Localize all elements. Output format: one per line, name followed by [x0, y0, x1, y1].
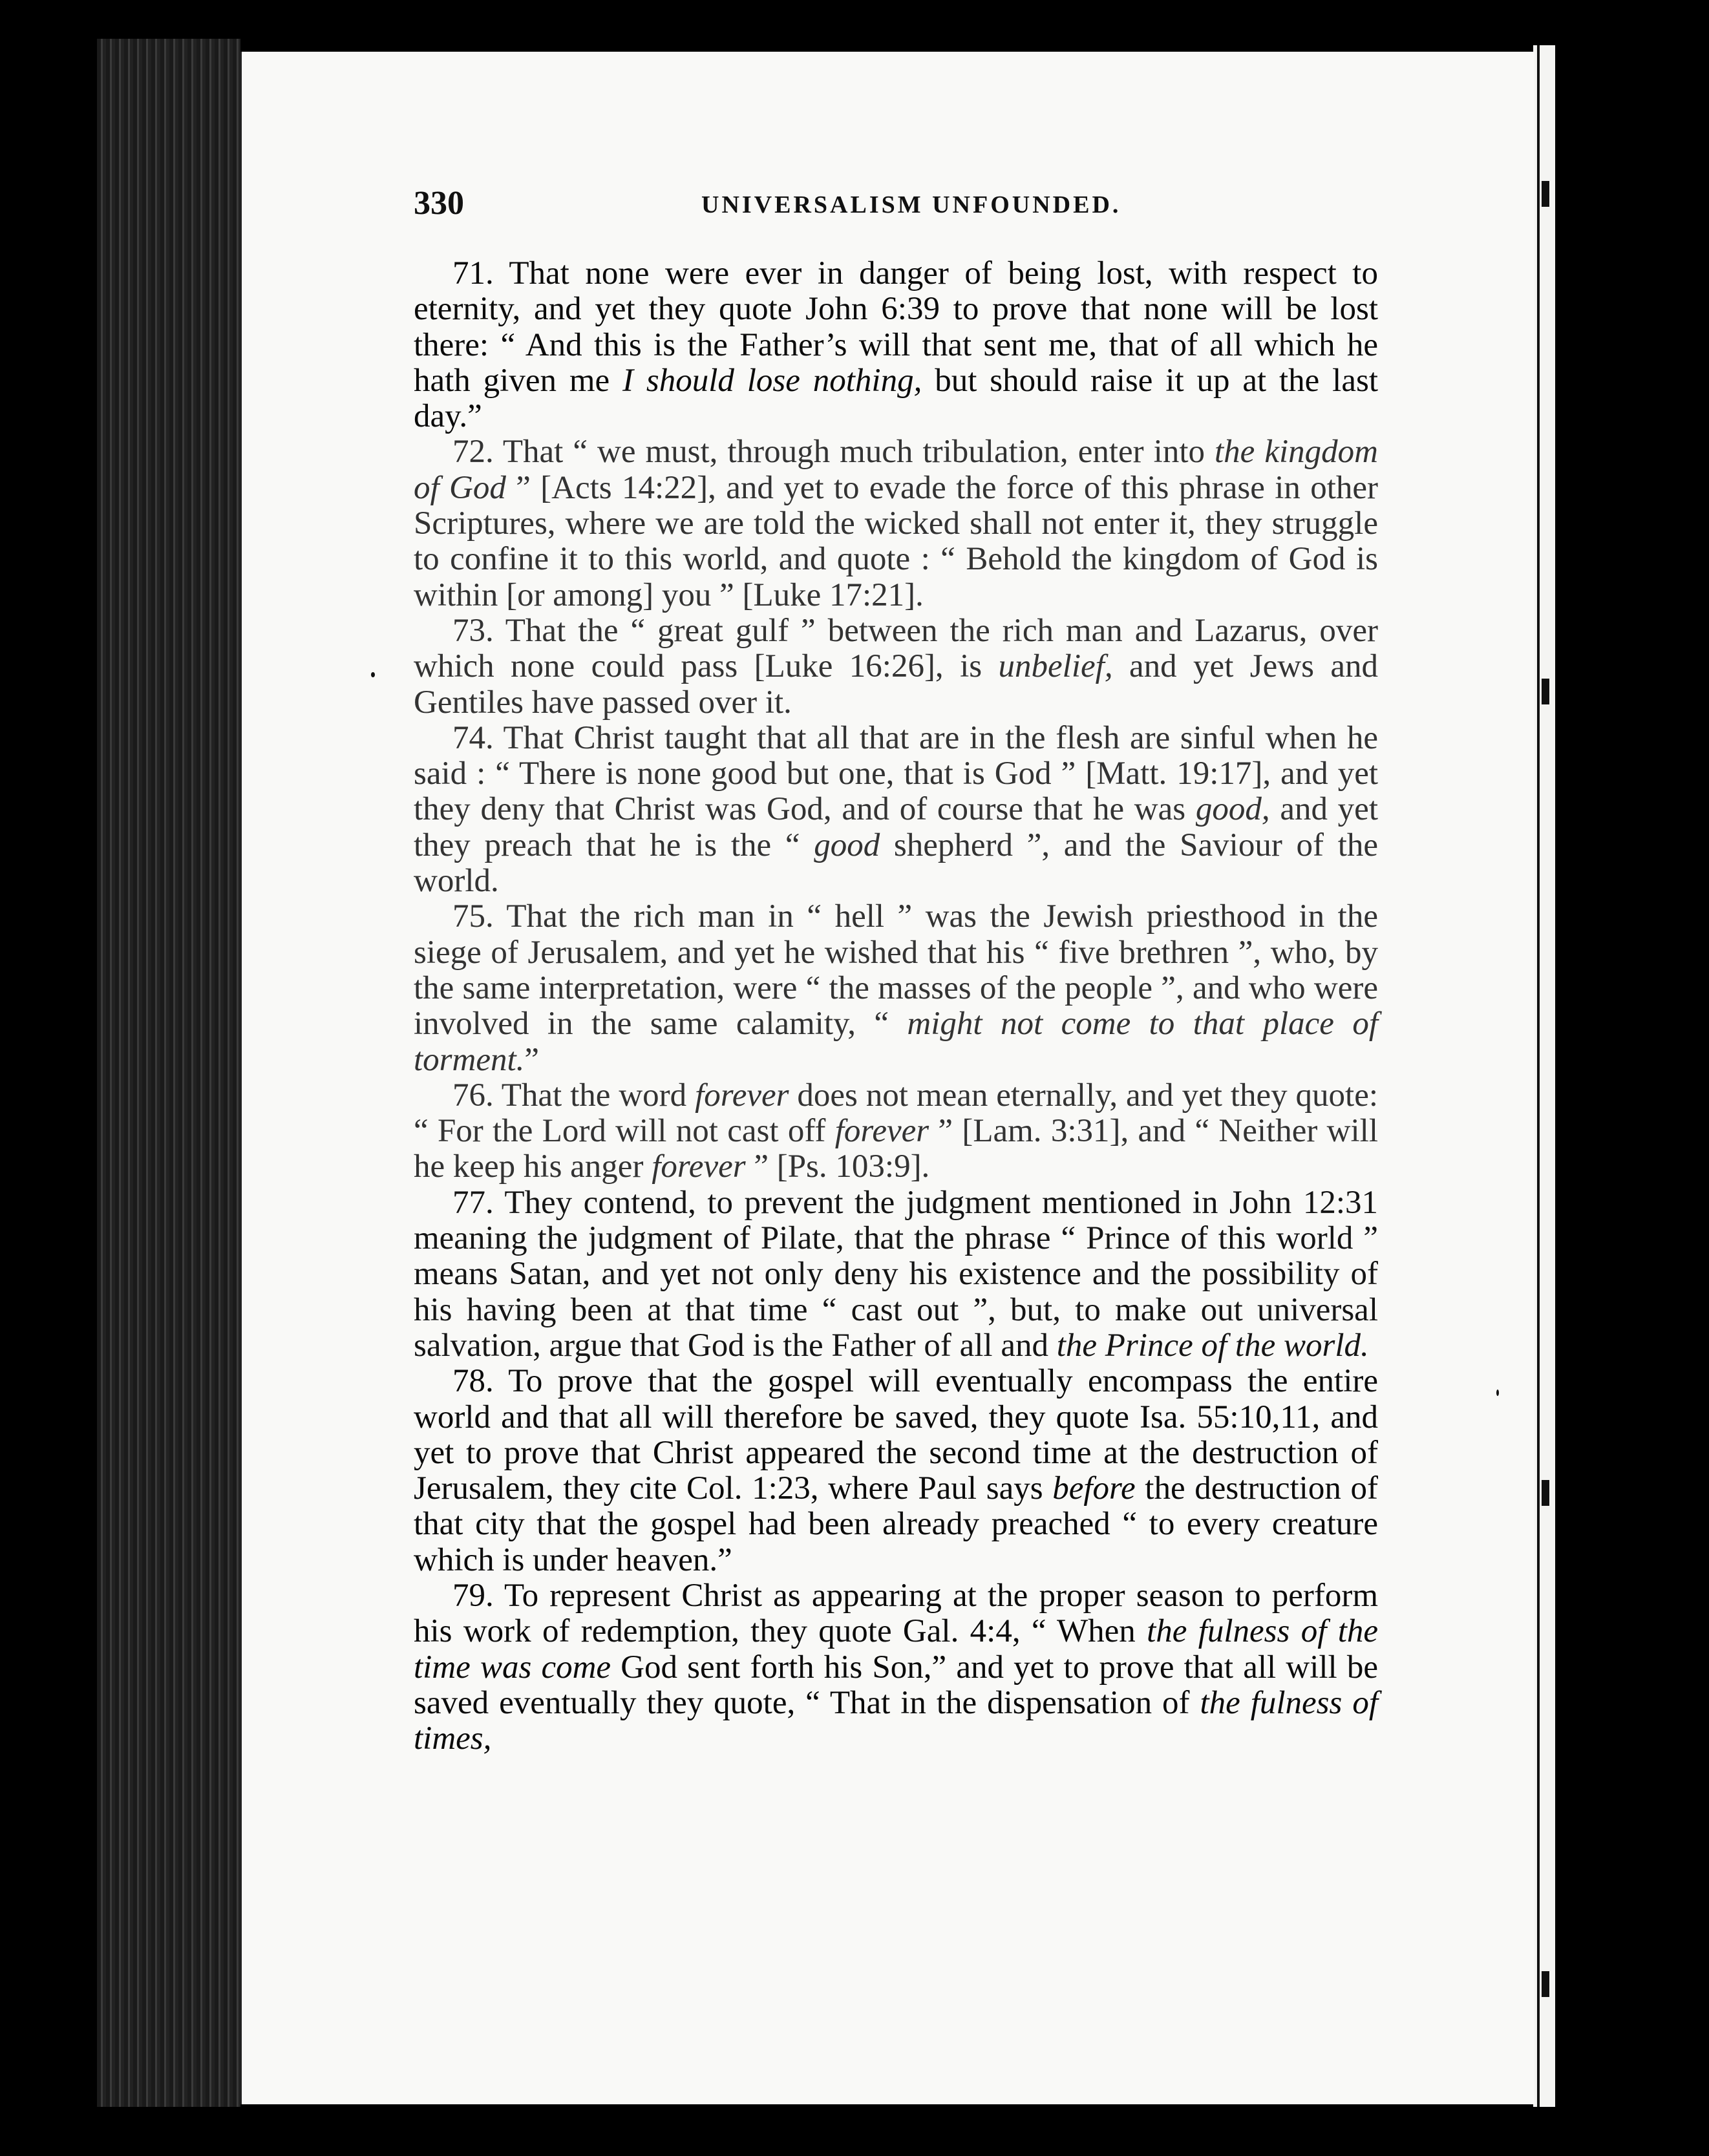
paragraph-number: 79.: [452, 1577, 494, 1614]
paragraph-number: 71.: [452, 255, 494, 291]
paragraph-73: [414, 613, 1378, 721]
italic-text: the Prince of the world.: [1056, 1327, 1369, 1364]
paragraph-number: 74.: [452, 719, 494, 756]
paragraph-text: That none were ever in danger of being lost, with respect to eternity, and yet they quote John 6:39 to prove that none will be lost there: “ And this is the Father’s will that sent me, that of all which he hath given me: [414, 255, 1378, 399]
italic-text: forever: [834, 1113, 929, 1150]
paragraph-78: [414, 1364, 1378, 1578]
italic-text: forever: [695, 1077, 789, 1114]
paragraph-79: [414, 1578, 1378, 1757]
page-edge-mark: [1542, 1480, 1549, 1506]
paragraph-number: 73.: [452, 612, 494, 649]
scan-right-margin: [1555, 45, 1709, 2107]
paragraph-text: and yet they preach that he is the “: [414, 791, 1378, 863]
book-page-edges: [97, 39, 240, 2107]
paragraph-text: That the rich man in “ hell ” was the Jewish priesthood in the siege of Jerusalem, and yet he wished that his “ five brethren ”, who, by the same interpretation, were “ the masses of the people ”, and who were involved in the same calamity, “: [414, 898, 1378, 1042]
running-title: UNIVERSALISM UNFOUNDED.: [701, 191, 1121, 218]
italic-text: good,: [1195, 791, 1270, 828]
paragraph-text: To prove that the gospel will eventually encompass the entire world and that all will therefore be saved, they quote Isa. 55:10,11, and yet to prove that Christ appeared the second time at the destruction of Jerusalem, they cite Col. 1:23, where Paul says: [414, 1363, 1378, 1507]
ink-speck: [371, 672, 375, 677]
page-number: 330: [414, 185, 464, 222]
paragraph-text: That Christ taught that all that are in the flesh are sinful when he said : “ There is none good but one, that is God ” [Matt. 19:17], and yet they deny that Christ was God, and of course that he was: [414, 719, 1378, 828]
paragraph-number: 76.: [452, 1077, 494, 1114]
paragraph-text: That the “ great gulf ” between the rich man and Lazarus, over which none could pass [Luke 16:26], is: [414, 612, 1378, 685]
page-body-text: [414, 256, 1378, 1757]
paragraph-text: and yet Jews and Gentiles have passed over it.: [414, 648, 1378, 721]
page-edge-mark: [1542, 679, 1549, 704]
paragraph-number: 75.: [452, 898, 494, 935]
paragraph-text: To represent Christ as appearing at the proper season to perform his work of redemption, they quote Gal. 4:4, “ When: [414, 1577, 1378, 1650]
paragraph-text: That the word: [501, 1077, 695, 1114]
italic-text: might not come to that place of torment.: [414, 1006, 1378, 1078]
italic-text: the fulness of times,: [414, 1684, 1378, 1757]
paragraph-text: That “ we must, through much tribulation, enter into: [502, 434, 1215, 470]
paragraph-number: 72.: [452, 434, 494, 470]
italic-text: unbelief,: [998, 648, 1113, 685]
italic-text: forever: [652, 1148, 746, 1185]
paragraph-77: [414, 1185, 1378, 1364]
next-page-edge: [1533, 45, 1555, 2107]
paragraph-text: ” [Lam. 3:31], and “ Neither will he keep his anger: [414, 1113, 1378, 1185]
ink-speck: [1496, 1390, 1499, 1396]
italic-text: good: [814, 827, 880, 863]
italic-text: the kingdom of God: [414, 434, 1378, 506]
paragraph-text: They contend, to prevent the judgment mentioned in John 12:31 meaning the judgment of Pilate, that the phrase “ Prince of this world ” means Satan, and yet not only deny his existence and the possibility of his having been at that time “ cast out ”, but, to make out universal salvation, argue that God is the Father of all and: [414, 1184, 1378, 1364]
paragraph-text: does not mean eternally, and yet they quote: “ For the Lord will not cast off: [414, 1077, 1378, 1150]
paragraph-71: [414, 256, 1378, 434]
paragraph-76: [414, 1078, 1378, 1185]
paragraph-text: but should raise it up at the last day.”: [414, 362, 1379, 435]
paragraph-text: ” [Acts 14:22], and yet to evade the force of this phrase in other Scriptures, where we are told the wicked shall not enter it, they struggle to confine it to this world, and quote : “ Behold the kingdom of God is within [or among] you ” [Luke 17:21].: [414, 469, 1379, 613]
paragraph-74: [414, 721, 1378, 899]
paragraph-number: 77.: [452, 1184, 494, 1221]
page-edge-mark: [1542, 181, 1549, 207]
paragraph-number: 78.: [452, 1363, 494, 1400]
paragraph-text: God sent forth his Son,” and yet to prove that all will be saved eventually they quote, “ That in the dispensation of: [414, 1649, 1378, 1721]
paragraph-text: ”: [524, 1041, 540, 1078]
paragraph-text: shepherd ”, and the Saviour of the world.: [414, 827, 1378, 900]
italic-text: the fulness of the time was come: [414, 1613, 1379, 1686]
italic-text: before: [1052, 1470, 1136, 1507]
paragraph-72: [414, 434, 1378, 613]
paragraph-text: the destruction of that city that the gospel had been already preached “ to every creature which is under heaven.”: [414, 1470, 1378, 1578]
paragraph-text: ” [Ps. 103:9].: [745, 1148, 930, 1185]
italic-text: I should lose nothing,: [622, 362, 922, 399]
paragraph-75: [414, 899, 1378, 1077]
page-edge-mark: [1542, 1971, 1549, 1997]
page-header: [414, 184, 1144, 229]
